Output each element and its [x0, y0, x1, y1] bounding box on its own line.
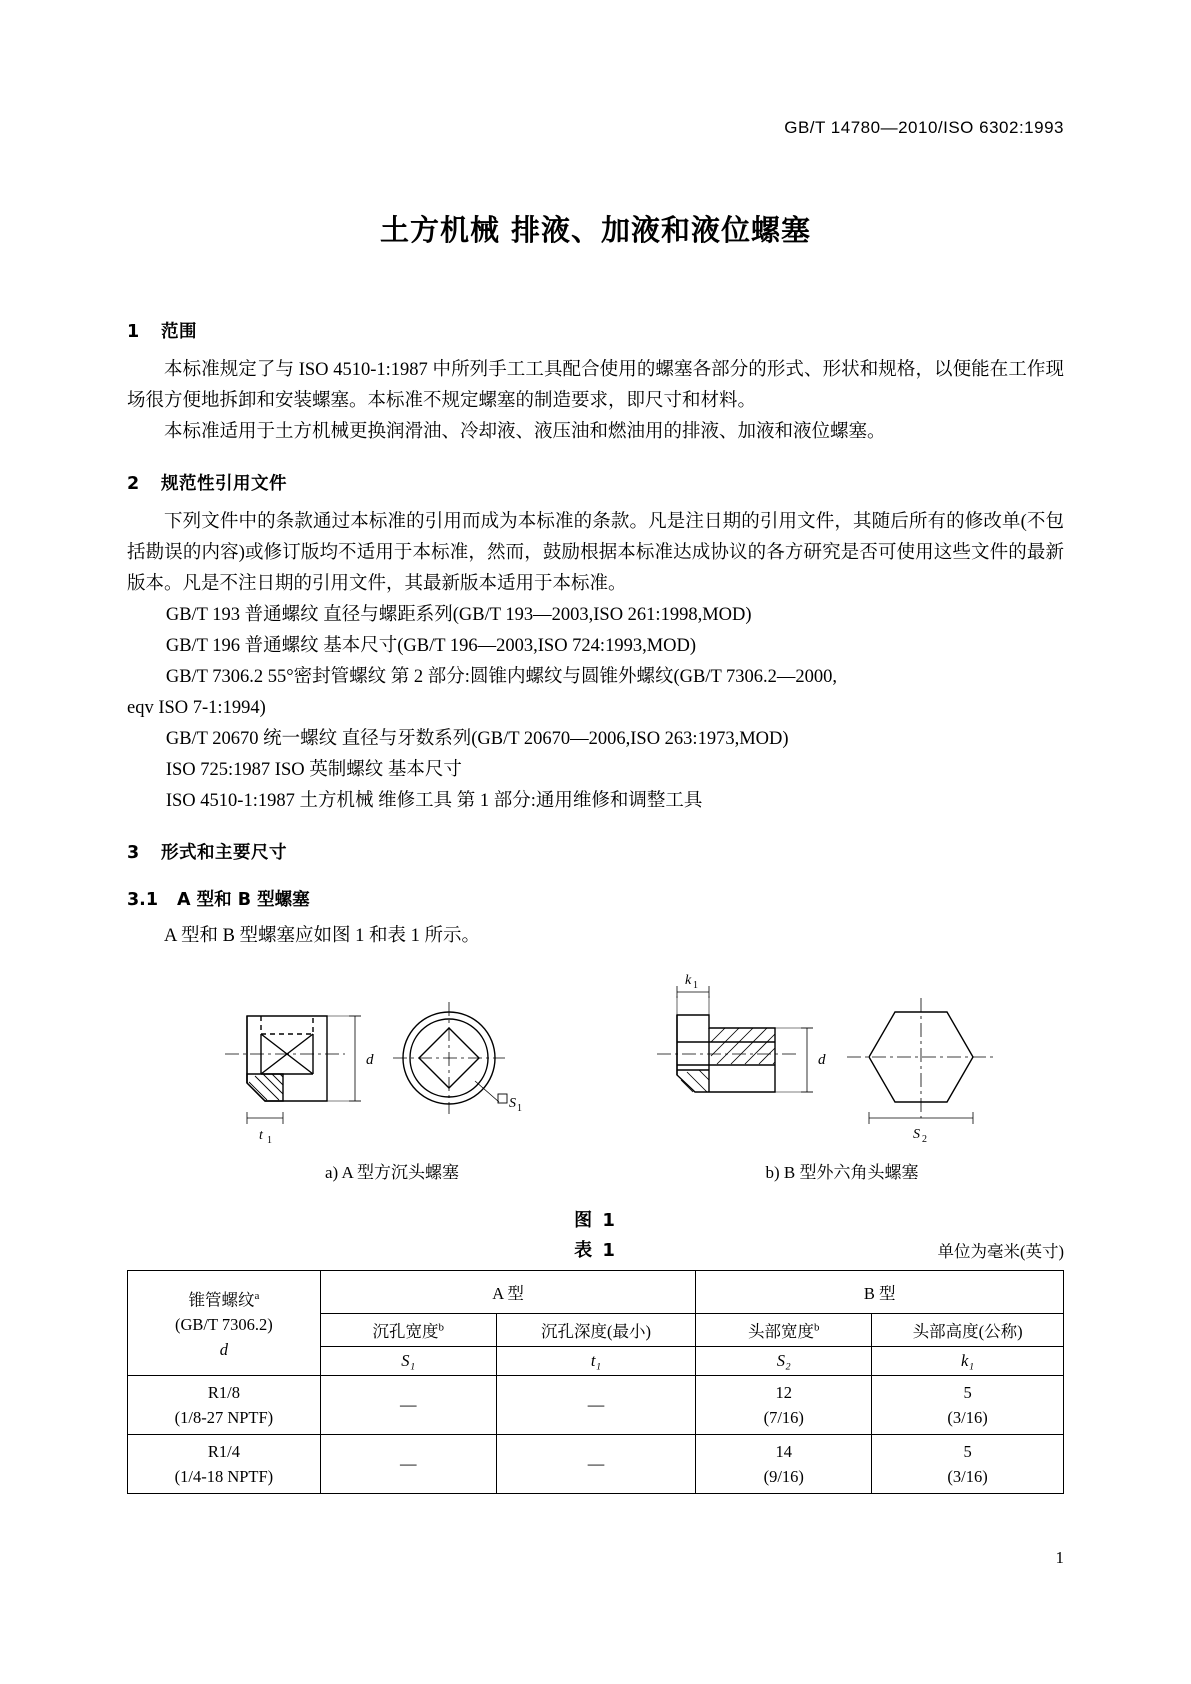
table-header-thread-cell — [128, 1271, 321, 1376]
svg-text:t: t — [259, 1128, 263, 1143]
table-unit-note: 单位为毫米(英寸) — [937, 1242, 1064, 1261]
table-cell-k1 — [872, 1376, 1064, 1435]
section-1-paragraph-1: 本标准规定了与 ISO 4510-1:1987 中所列手工工具配合使用的螺塞各部分的形式、形状和规格，以便能在工作现场很方便地拆卸和安装螺塞。本标准不规定螺塞的制造要求，即尺寸和材料。 — [127, 360, 1064, 411]
table-cell-thread-metric: R1/4 — [207, 1442, 240, 1461]
hex-head-plug-drawing — [647, 970, 1027, 1152]
reference-item: GB/T 7306.2 55°密封管螺纹 第 2 部分:圆锥内螺纹与圆锥外螺纹(GB/T 7306.2—2000, — [165, 667, 838, 687]
table-cell-s1: — — [320, 1376, 496, 1435]
section-heading-1 — [127, 318, 1064, 343]
section-heading-2 — [127, 470, 1064, 495]
table-header-s1-sup: b — [438, 1321, 444, 1334]
table-header-s1-symbol: S₁ — [320, 1347, 496, 1376]
table-header-s2-symbol: S₂ — [696, 1347, 872, 1376]
figure-1a-caption: a) A 型方沉头螺塞 — [324, 1163, 460, 1182]
table-header-thread-symbol: d — [219, 1340, 229, 1360]
table-1-label — [127, 1236, 1064, 1262]
table-cell-thread-inch: (1/4-18 NPTF) — [174, 1467, 274, 1486]
figure-1-container — [127, 970, 1064, 1180]
svg-text:d: d — [818, 1052, 826, 1068]
table-header-s2-text: 头部宽度 — [748, 1322, 815, 1341]
table-cell-k1-in: (3/16) — [947, 1467, 988, 1486]
section-2-paragraph-1: 下列文件中的条款通过本标准的引用而成为本标准的条款。凡是注日期的引用文件，其随后所有的修改单(不包括勘误的内容)或修订版均不适用于本标准，然而，鼓励根据本标准达成协议的各方研究是否可使用这些文件的最新版本。凡是不注日期的引用文件，其最新版本适用于本标准。 — [127, 512, 1064, 594]
table-cell-k1-in: (3/16) — [947, 1408, 988, 1427]
reference-item: ISO 725:1987 ISO 英制螺纹 基本尺寸 — [165, 760, 462, 780]
reference-item: GB/T 20670 统一螺纹 直径与牙数系列(GB/T 20670—2006,ISO 263:1973,MOD) — [165, 729, 789, 749]
table-header-thread-line1: 锥管螺纹 — [188, 1290, 255, 1310]
table-cell-s2-in: (9/16) — [763, 1467, 804, 1486]
table-cell-s2-mm: 14 — [775, 1442, 793, 1461]
table-cell-s2 — [696, 1435, 872, 1494]
table-cell-s2 — [696, 1376, 872, 1435]
reference-item: GB/T 193 普通螺纹 直径与螺距系列(GB/T 193—2003,ISO 261:1998,MOD) — [165, 605, 752, 625]
svg-text:1: 1 — [517, 1103, 522, 1114]
table-header-s2-sup: b — [814, 1321, 820, 1334]
table-header-s1-text: 沉孔宽度 — [372, 1322, 439, 1341]
table-cell-thread — [128, 1435, 321, 1494]
table-header-t1-symbol: t₁ — [496, 1347, 696, 1376]
section-2-label: 规范性引用文件 — [161, 474, 287, 494]
table-cell-s2-mm: 12 — [775, 1383, 793, 1402]
table-header-thread-line2: (GB/T 7306.2) — [175, 1315, 273, 1335]
figure-1a-drawing — [217, 976, 557, 1156]
svg-text:k: k — [685, 973, 692, 988]
svg-text:S: S — [509, 1096, 516, 1111]
table-header-t1-text: 沉孔深度(最小) — [540, 1322, 651, 1341]
section-1-paragraph-2: 本标准适用于土方机械更换润滑油、冷却液、液压油和燃油用的排液、加液和液位螺塞。 — [164, 422, 886, 442]
table-cell-thread-inch: (1/8-27 NPTF) — [174, 1408, 274, 1427]
table-row — [128, 1435, 1064, 1494]
table-header-k1-name — [872, 1314, 1064, 1347]
section-heading-3 — [127, 839, 1064, 864]
table-cell-k1-mm: 5 — [963, 1383, 972, 1402]
section-3-1-paragraph-1: A 型和 B 型螺塞应如图 1 和表 1 所示。 — [164, 926, 481, 946]
table-cell-k1-mm: 5 — [963, 1442, 972, 1461]
table-1-label-text: 表 1 — [574, 1240, 617, 1261]
svg-text:S: S — [913, 1127, 920, 1142]
section-heading-3-1 — [127, 886, 1064, 911]
table-header-s2-name — [696, 1314, 872, 1347]
reference-item: GB/T 196 普通螺纹 基本尺寸(GB/T 196—2003,ISO 724:1993,MOD) — [165, 636, 697, 656]
table-row — [128, 1376, 1064, 1435]
table-header-group-a: A 型 — [320, 1271, 696, 1314]
table-header-k1-symbol: k₁ — [872, 1347, 1064, 1376]
svg-text:1: 1 — [267, 1135, 272, 1146]
table-cell-s2-in: (7/16) — [763, 1408, 804, 1427]
section-3-label: 形式和主要尺寸 — [161, 843, 287, 863]
section-1-number: 1 — [127, 322, 140, 342]
svg-text:d: d — [366, 1052, 374, 1068]
section-3-number: 3 — [127, 843, 140, 863]
page-header-standard-code: GB/T 14780—2010/ISO 6302:1993 — [784, 118, 1064, 137]
document-body — [127, 296, 1064, 1494]
page-number: 1 — [1055, 1548, 1064, 1567]
section-2-number: 2 — [127, 474, 140, 494]
svg-text:2: 2 — [922, 1134, 927, 1145]
square-socket-plug-drawing — [217, 976, 557, 1151]
table-header-group-b: B 型 — [696, 1271, 1064, 1314]
table-cell-t1: — — [496, 1435, 696, 1494]
reference-item: ISO 4510-1:1987 土方机械 维修工具 第 1 部分:通用维修和调整工具 — [165, 791, 703, 811]
reference-item-continued: eqv ISO 7-1:1994) — [127, 698, 266, 718]
figure-1-label: 图 1 — [574, 1210, 617, 1231]
table-header-k1-text: 头部高度(公称) — [912, 1322, 1023, 1341]
table-cell-s1: — — [320, 1435, 496, 1494]
table-header-thread-sup: a — [254, 1289, 260, 1302]
figure-1b-caption: b) B 型外六角头螺塞 — [765, 1163, 919, 1182]
table-cell-thread-metric: R1/8 — [207, 1383, 240, 1402]
table-cell-thread — [128, 1376, 321, 1435]
section-1-label: 范围 — [161, 322, 197, 342]
table-cell-t1: — — [496, 1376, 696, 1435]
section-3-1-number: 3.1 — [127, 890, 159, 910]
document-title: 土方机械 排液、加液和液位螺塞 — [379, 213, 812, 247]
section-3-1-label: A 型和 B 型螺塞 — [177, 890, 310, 910]
table-cell-k1 — [872, 1435, 1064, 1494]
table-header-t1-name — [496, 1314, 696, 1347]
table-header-s1-name — [320, 1314, 496, 1347]
table-1 — [127, 1270, 1064, 1494]
figure-1b-drawing — [647, 970, 1027, 1157]
svg-text:1: 1 — [693, 980, 698, 991]
table-header-row-1 — [128, 1271, 1064, 1314]
